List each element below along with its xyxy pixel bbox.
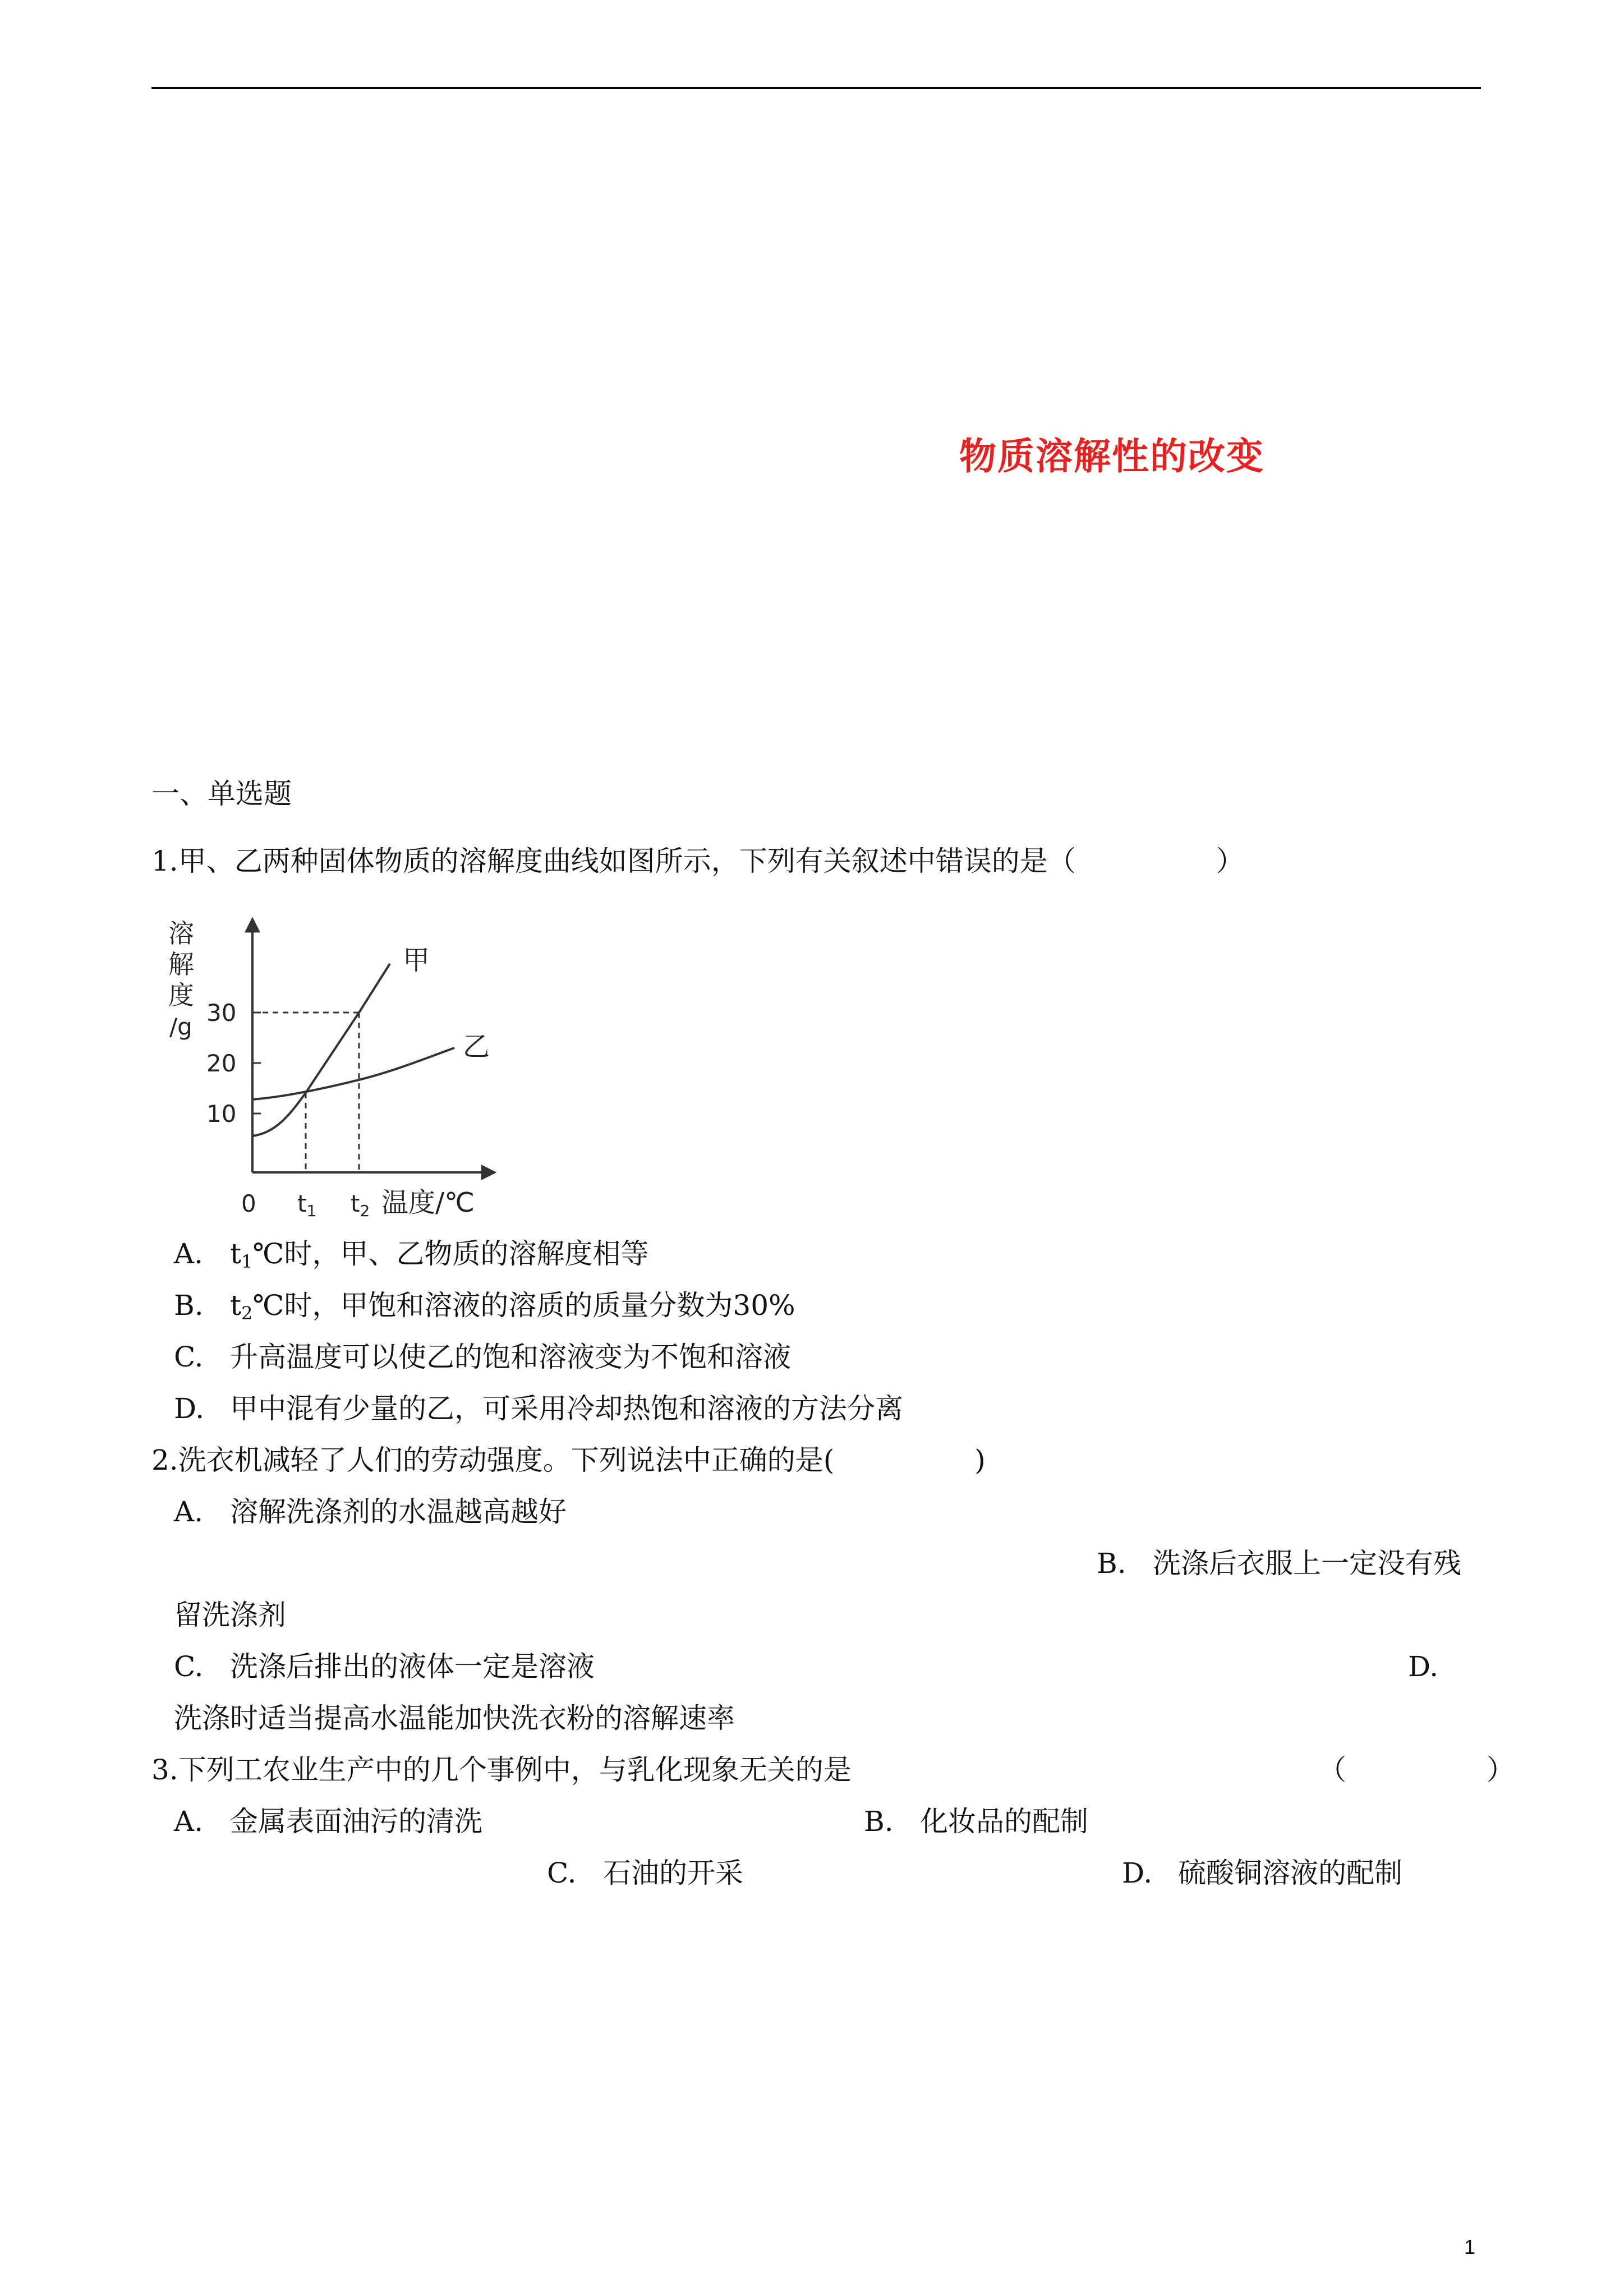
x-axis-label: 温度/℃ xyxy=(381,1187,475,1218)
x-mark-t1: t1 xyxy=(297,1190,317,1220)
origin-label: 0 xyxy=(241,1190,256,1217)
q3-option-b: B. 化妆品的配制 xyxy=(864,1805,1088,1838)
option-label: D. xyxy=(174,1392,205,1425)
q2-option-a: A. 溶解洗涤剂的水温越高越好 xyxy=(174,1496,567,1528)
q2-option-b-continued: 留洗涤剂 xyxy=(174,1599,286,1631)
section-heading: 一、单选题 xyxy=(151,777,292,810)
q3-option-d: D. 硫酸铜溶液的配制 xyxy=(1122,1857,1402,1889)
series-jia-label: 甲 xyxy=(403,945,430,976)
q2-option-d-continued: 洗涤时适当提高水温能加快洗衣粉的溶解速率 xyxy=(174,1702,735,1734)
y-label-char-2: 解 xyxy=(168,949,194,979)
q1-option-a: A. $t_1℃$时，甲、乙物质的溶解度相等 xyxy=(174,1237,649,1272)
q3-option-c: C. 石油的开采 xyxy=(547,1857,743,1889)
q2-option-c: C. 洗涤后排出的液体一定是溶液 xyxy=(174,1650,595,1683)
x-mark-t2: t2 xyxy=(351,1190,370,1220)
y-tick-10: 10 xyxy=(206,1100,237,1128)
y-label-char-3: 度 xyxy=(168,980,194,1010)
option-label: A. xyxy=(174,1237,204,1270)
q2-option-b: B. 洗涤后衣服上一定没有残 xyxy=(1097,1547,1461,1580)
q2-option-d-label: D. xyxy=(1408,1650,1439,1683)
q1-option-d: D. 甲中混有少量的乙，可采用冷却热饱和溶液的方法分离 xyxy=(174,1392,903,1425)
y-tick-20: 20 xyxy=(206,1050,237,1077)
question-3-stem: 3.下列工农业生产中的几个事例中，与乳化现象无关的是 xyxy=(151,1754,852,1786)
series-yi-curve xyxy=(252,1048,454,1099)
question-1-stem: 1.甲、乙两种固体物质的溶解度曲线如图所示，下列有关叙述中错误的是（ ） xyxy=(151,845,1244,877)
option-label: B. xyxy=(174,1289,204,1322)
header-rule xyxy=(151,87,1481,89)
y-tick-30: 30 xyxy=(206,999,237,1027)
solubility-chart xyxy=(163,909,510,1223)
q1-option-c: C. 升高温度可以使乙的饱和溶液变为不饱和溶液 xyxy=(174,1341,791,1373)
series-yi-label: 乙 xyxy=(463,1031,490,1062)
page-number: 1 xyxy=(1464,2235,1476,2258)
series-jia-curve xyxy=(252,964,390,1136)
question-3-answer-paren: （ ） xyxy=(1318,1754,1515,1786)
q3-option-a: A. 金属表面油污的清洗 xyxy=(174,1805,482,1838)
page-title: 物质溶解性的改变 xyxy=(959,435,1264,478)
question-2-stem: 2.洗衣机减轻了人们的劳动强度。下列说法中正确的是( ) xyxy=(151,1444,986,1476)
q1-option-b: B. $t_2℃$时，甲饱和溶液的溶质的质量分数为30% xyxy=(174,1289,795,1324)
y-label-char-4: /g xyxy=(169,1013,192,1041)
y-label-char-1: 溶 xyxy=(168,918,194,949)
option-label: C. xyxy=(174,1341,204,1373)
